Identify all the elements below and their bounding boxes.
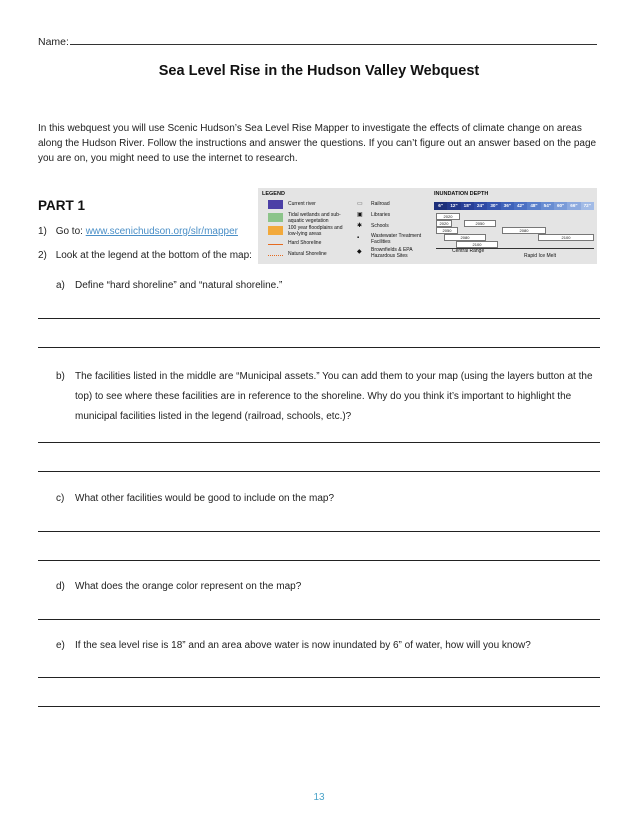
part-heading: PART 1 — [38, 198, 86, 213]
year-box: 2020 — [436, 213, 460, 220]
step-1 — [38, 226, 238, 237]
year-box: 2050 — [436, 227, 458, 234]
question-label: a) — [56, 280, 65, 291]
question-label: e) — [56, 640, 65, 651]
wetlands-swatch — [268, 213, 283, 222]
question-text: Define “hard shoreline” and “natural shoreline.” — [75, 280, 283, 291]
depth-step: 36" — [501, 202, 514, 210]
depth-step: 6" — [434, 202, 447, 210]
page-number: 13 — [313, 792, 325, 803]
current-river-swatch — [268, 200, 283, 209]
legend-label: Current river — [288, 201, 316, 207]
year-box: 2080 — [502, 227, 546, 234]
legend-label: Schools — [371, 223, 389, 229]
intro-paragraph: In this webquest you will use Scenic Hudson’s Sea Level Rise Mapper to investigate the effects of climate change on areas along the Hudson River. Follow the instructions and answer the questions. If you can’t figure out an answer based on the page you are on, you might need to use the internet to research. — [38, 123, 597, 164]
depth-step: 30" — [487, 202, 500, 210]
wastewater-icon: ▪ — [357, 235, 360, 241]
legend-label: Natural Shoreline — [288, 251, 327, 257]
library-icon: ▣ — [357, 212, 363, 218]
answer-line[interactable] — [38, 442, 600, 443]
answer-line[interactable] — [38, 677, 600, 678]
railroad-icon: ▭ — [357, 201, 363, 207]
map-legend-image — [258, 188, 597, 264]
legend-label: Brownfields & EPA Hazardous Sites — [371, 247, 413, 259]
depth-step: 24" — [474, 202, 487, 210]
name-underline — [70, 36, 597, 45]
school-icon: ✱ — [357, 223, 363, 229]
step-text: Look at the legend at the bottom of the map: — [55, 250, 252, 261]
depth-step: 54" — [541, 202, 554, 210]
answer-line[interactable] — [38, 560, 600, 561]
depth-step: 72" — [581, 202, 594, 210]
step-text: Go to: — [55, 226, 86, 237]
step-number: 1) — [38, 226, 47, 237]
year-box: 2050 — [464, 220, 496, 227]
question-label: b) — [56, 371, 65, 382]
rapid-ice-melt-label: Rapid Ice Melt — [524, 253, 556, 259]
depth-step: 48" — [527, 202, 540, 210]
legend-label: Hard Shoreline — [288, 240, 322, 246]
floodplain-swatch — [268, 226, 283, 235]
question-text: If the sea level rise is 18” and an area above water is now inundated by 6” of water, how will you know? — [75, 640, 531, 651]
answer-line[interactable] — [38, 619, 600, 620]
mapper-link[interactable]: www.scenichudson.org/slr/mapper — [85, 226, 238, 237]
answer-line[interactable] — [38, 531, 600, 532]
legend-label: Railroad — [371, 201, 390, 207]
answer-line[interactable] — [38, 318, 600, 319]
legend-label: 100 year floodplains and low-lying areas — [288, 225, 343, 237]
answer-line[interactable] — [38, 706, 600, 707]
answer-line[interactable] — [38, 471, 600, 472]
year-box: 2100 — [538, 234, 594, 241]
question-label: d) — [56, 581, 65, 592]
central-range-label: Central Range — [452, 248, 485, 254]
legend-label: Wastewater Treatment Facilities — [371, 233, 422, 245]
question-text: What does the orange color represent on the map? — [75, 581, 302, 592]
legend-title: LEGEND — [262, 191, 285, 197]
depth-step: 18" — [461, 202, 474, 210]
question-text: The facilities listed in the middle are “Municipal assets.” You can add them to your map (using the layers button at the top) to see where these facilities are in reference to the shoreline. Why do you think it’s important to highlight the municipal facilities listed in the legend (railroad, schools, etc.)? — [75, 371, 593, 422]
question-text: What other facilities would be good to include on the map? — [75, 493, 335, 504]
hazard-icon: ◆ — [357, 249, 362, 255]
depth-step: 12" — [447, 202, 460, 210]
legend-label: Libraries — [371, 212, 391, 218]
year-box: 2100 — [456, 241, 498, 248]
natural-shoreline-line — [268, 255, 283, 256]
inundation-title: INUNDATION DEPTH — [434, 191, 489, 197]
depth-step: 60" — [554, 202, 567, 210]
name-field[interactable] — [38, 36, 598, 48]
answer-line[interactable] — [38, 347, 600, 348]
legend-label: Tidal wetlands and sub-aquatic vegetation — [288, 212, 341, 224]
depth-step: 66" — [567, 202, 580, 210]
name-label: Name: — [38, 36, 69, 48]
hard-shoreline-line — [268, 244, 283, 245]
step-number: 2) — [38, 250, 47, 261]
range-line — [436, 248, 594, 249]
year-box: 2020 — [436, 220, 452, 227]
year-box: 2080 — [444, 234, 486, 241]
step-2 — [38, 250, 252, 261]
question-label: c) — [56, 493, 65, 504]
inundation-depth-bar — [434, 202, 594, 210]
depth-step: 42" — [514, 202, 527, 210]
page-title: Sea Level Rise in the Hudson Valley Webquest — [158, 63, 480, 79]
